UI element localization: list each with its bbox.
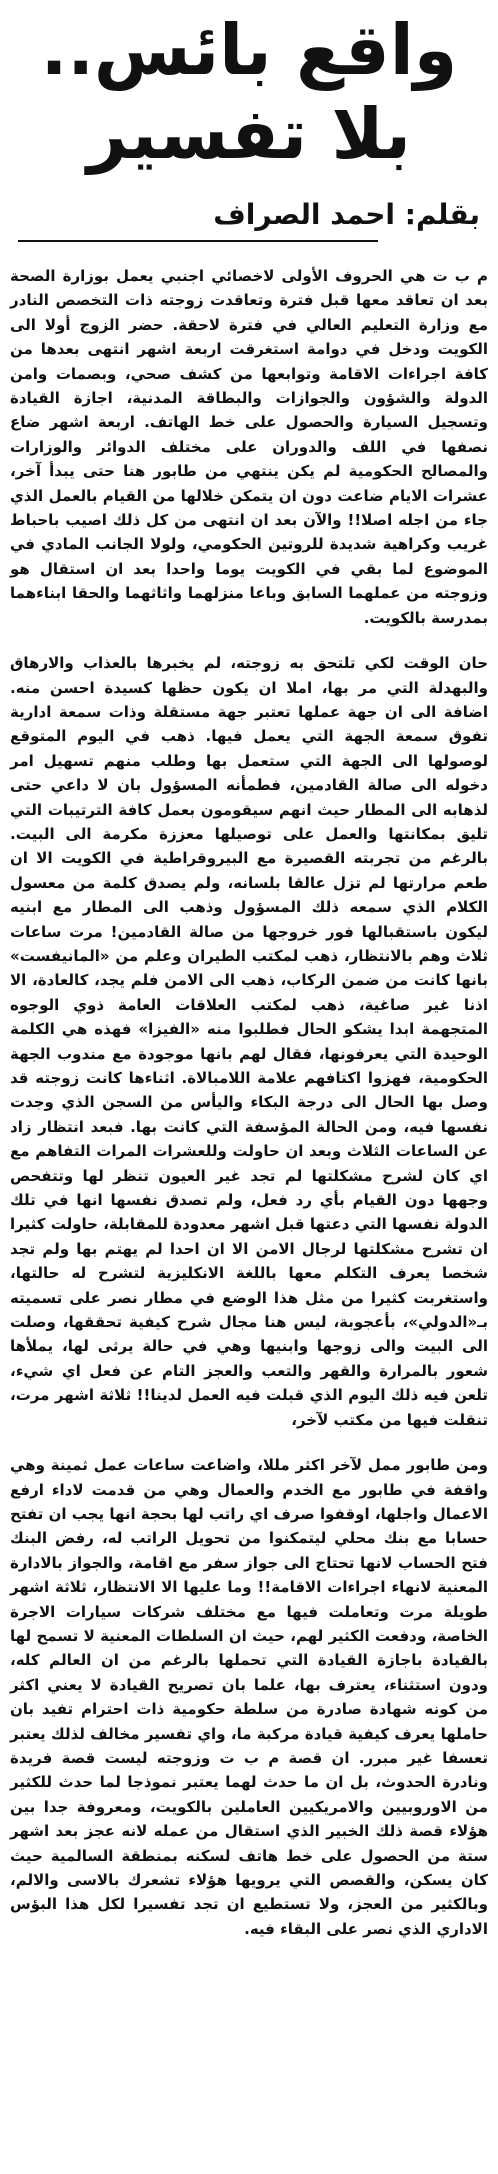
byline: بقلم: احمد الصراف	[213, 198, 480, 231]
article-body	[10, 264, 488, 1941]
paragraph-3: ومن طابور ممل لآخر اكثر مللا، واضاعت ساعات عمل ثمينة وهي واقفة في طابور مع الخدم والعمال وهي من قدمت لاداء ارفع الاعمال واجلها، اوقفوا صرف اي راتب لها بحجة انها يجب ان تفتح حسابا مع بنك محلي ليتمكنوا من تحويل الراتب له، رفض البنك فتح الحساب لانها تحتاج الى جواز سفر مع اقامة، والجواز بالادارة المعنية لانهاء اجراءات الاقامة!! وما عليها الا الانتظار، ثلاثة اشهر طويلة مرت وتعاملت فيها مع مختلف شركات سيارات الاجرة الخاصة، ودفعت الكثير لهم، حيث ان السلطات المعنية لا تسمح لها بالقيادة باجازة القيادة التي تحملها بالرغم من ان العالم كله، ودون استثناء، يعترف بها، علما بان تصريح القيادة لا يعني اكثر من كونه شهادة صادرة من سلطة حكومية ذات احترام تفيد بان حاملها يعرف كيفية قيادة مركبة ما، واي تفسير مخالف لذلك يعتبر تعسفا غير مبرر. ان قصة م ب ت وزوجته ليست قصة فريدة ونادرة الحدوث، بل ان ما حدث لهما يعتبر نموذجا لما حدث للكثير من الاوروبيين والامريكيين العاملين بالكويت، ومعروفة جدا بين هؤلاء قصة ذلك الخبير الذي استقال من عمله لانه عجز بعد اشهر ستة من الحصول على خط هاتف لسكنه بمنطقة السالمية حيث كان يسكن، والقصص التي يرويها هؤلاء تشعرك بالاسى والالم، وبالكثير من العجز، ولا تستطيع ان تجد تفسيرا لكل هذا البؤس الاداري الذي نصر على البقاء فيه.	[10, 1456, 488, 1938]
byline-rule	[18, 240, 378, 242]
paragraph-1: م ب ت هي الحروف الأولى لاخصائي اجنبي يعمل بوزارة الصحة بعد ان تعاقد معها قبل فترة وتعاقدت زوجته ذات التخصص النادر مع وزارة التعليم العالي في فترة لاحقة. حضر الزوج أولا الى الكويت ودخل في دوامة استغرقت اربعة اشهر انتهى بعدها من كافة اجراءات الاقامة وتوابعها من كشف صحي، وبصمات وامن الدولة والشؤون والجوازات والبطاقة المدنية، اجازة القيادة وتسجيل السيارة والحصول على خط الهاتف. اربعة اشهر ضاع نصفها في اللف والدوران على مختلف الدوائر والوزارات والمصالح الحكومية لم يكن ينتهي من طابور هنا حتى يبدأ آخر، عشرات الايام ضاعت دون ان يتمكن خلالها من القيام بالعمل الذي جاء من اجله اصلا!! والآن بعد ان انتهى من كل ذلك اصيب باحباط غريب وكراهية شديدة للروتين الحكومي، ولولا الجانب المادي في الموضوع لما بقي في الكويت يوما واحدا بعد ان استقال هو وزوجته من عملهما السابق وباعا منزلهما واثاثهما والحقا ابناءهما بمدرسة بالكويت.	[10, 267, 488, 627]
headline-line-1: واقع بائس..	[40, 9, 458, 91]
paragraph-2: حان الوقت لكي تلتحق به زوجته، لم يخبرها بالعذاب والارهاق والبهدلة التي مر بها، املا ان يكون حظها كسيدة احسن منه. اضافة الى ان جهة عملها تعتبر جهة مستقلة وذات سمعة ادارية تفوق سمعة الجهة التي يعمل فيها. ذهب في اليوم المتوقع لوصولها الى الجهة التي ستعمل بها وطلب منهم تسهيل امر دخوله الى صالة القادمين، فطمأنه المسؤول بان لا داعي حتى لذهابه الى المطار حيث انهم سيقومون بعمل كافة الترتيبات التي تليق بمكانتها والعمل على توصيلها معززة مكرمة الى البيت. بالرغم من تجربته القصيرة مع البيروقراطية في الكويت الا ان طعم مرارتها لم تزل عالقا بلسانه، ولم يصدق كلمة من معسول الكلام الذي سمعه ذلك المسؤول وذهب الى المطار مع ابنيه ليكون باستقبالها فور خروجها من صالة القادمين! مرت ساعات ثلاث وهم بالانتظار، ذهب لمكتب الطيران وعلم من «المانيفست» بانها كانت من ضمن الركاب، ذهب الى الامن فلم يجد، كالعادة، الا اذنا غير صاغية، ذهب لمكتب العلاقات العامة ذوي الوجوه المتجهمة ابدا يشكو الحال فطلبوا منه «الفيزا» فهذه هي الكلمة الوحيدة التي يعرفونها، فقال لهم بانها موجودة مع مندوب الجهة الحكومية، فهزوا اكتافهم علامة اللامبالاة. اثناءها كانت زوجته قد وصل بها الحال الى درجة البكاء واليأس من السجن الذي وجدت نفسها فيه، ومن الحالة المؤسفة التي كانت بها. فبعد انتظار زاد عن الساعات الثلاث وبعد ان حاولت وللعشرات المرات التفاهم مع اي كان لشرح مشكلتها لم تجد غير العيون تنظر لها وتتفحص وجهها دون القيام بأي رد فعل، ولم تصدق نفسها انها في تلك الدولة نفسها التي دعتها قبل اشهر معدودة للمقابلة، حاولت كثيرا ان تشرح مشكلتها لرجال الامن الا ان احدا لم يهتم بها ولم تجد شخصا يعرف التكلم معها باللغة الانكليزية لتشرح له حالتها، واستغربت كثيرا من مثل هذا الوضع في مطار نصر على تسميته بـ«الدولي»، بأعجوبة، ليس هنا مجال شرح كيفية تحققها، وصلت الى البيت والى زوجها وابنيها وهي في حالة يرثى لها، يملأها شعور بالمرارة والقهر والتعب والعجز التام عن فعل اي شيء، تلعن فيه ذلك اليوم الذي قبلت فيه العمل لدينا!! ثلاثة اشهر مرت، تنقلت فيها من مكتب لآخر،	[10, 654, 488, 1429]
headline	[10, 8, 488, 176]
headline-line-2: بلا تفسير	[87, 93, 411, 175]
